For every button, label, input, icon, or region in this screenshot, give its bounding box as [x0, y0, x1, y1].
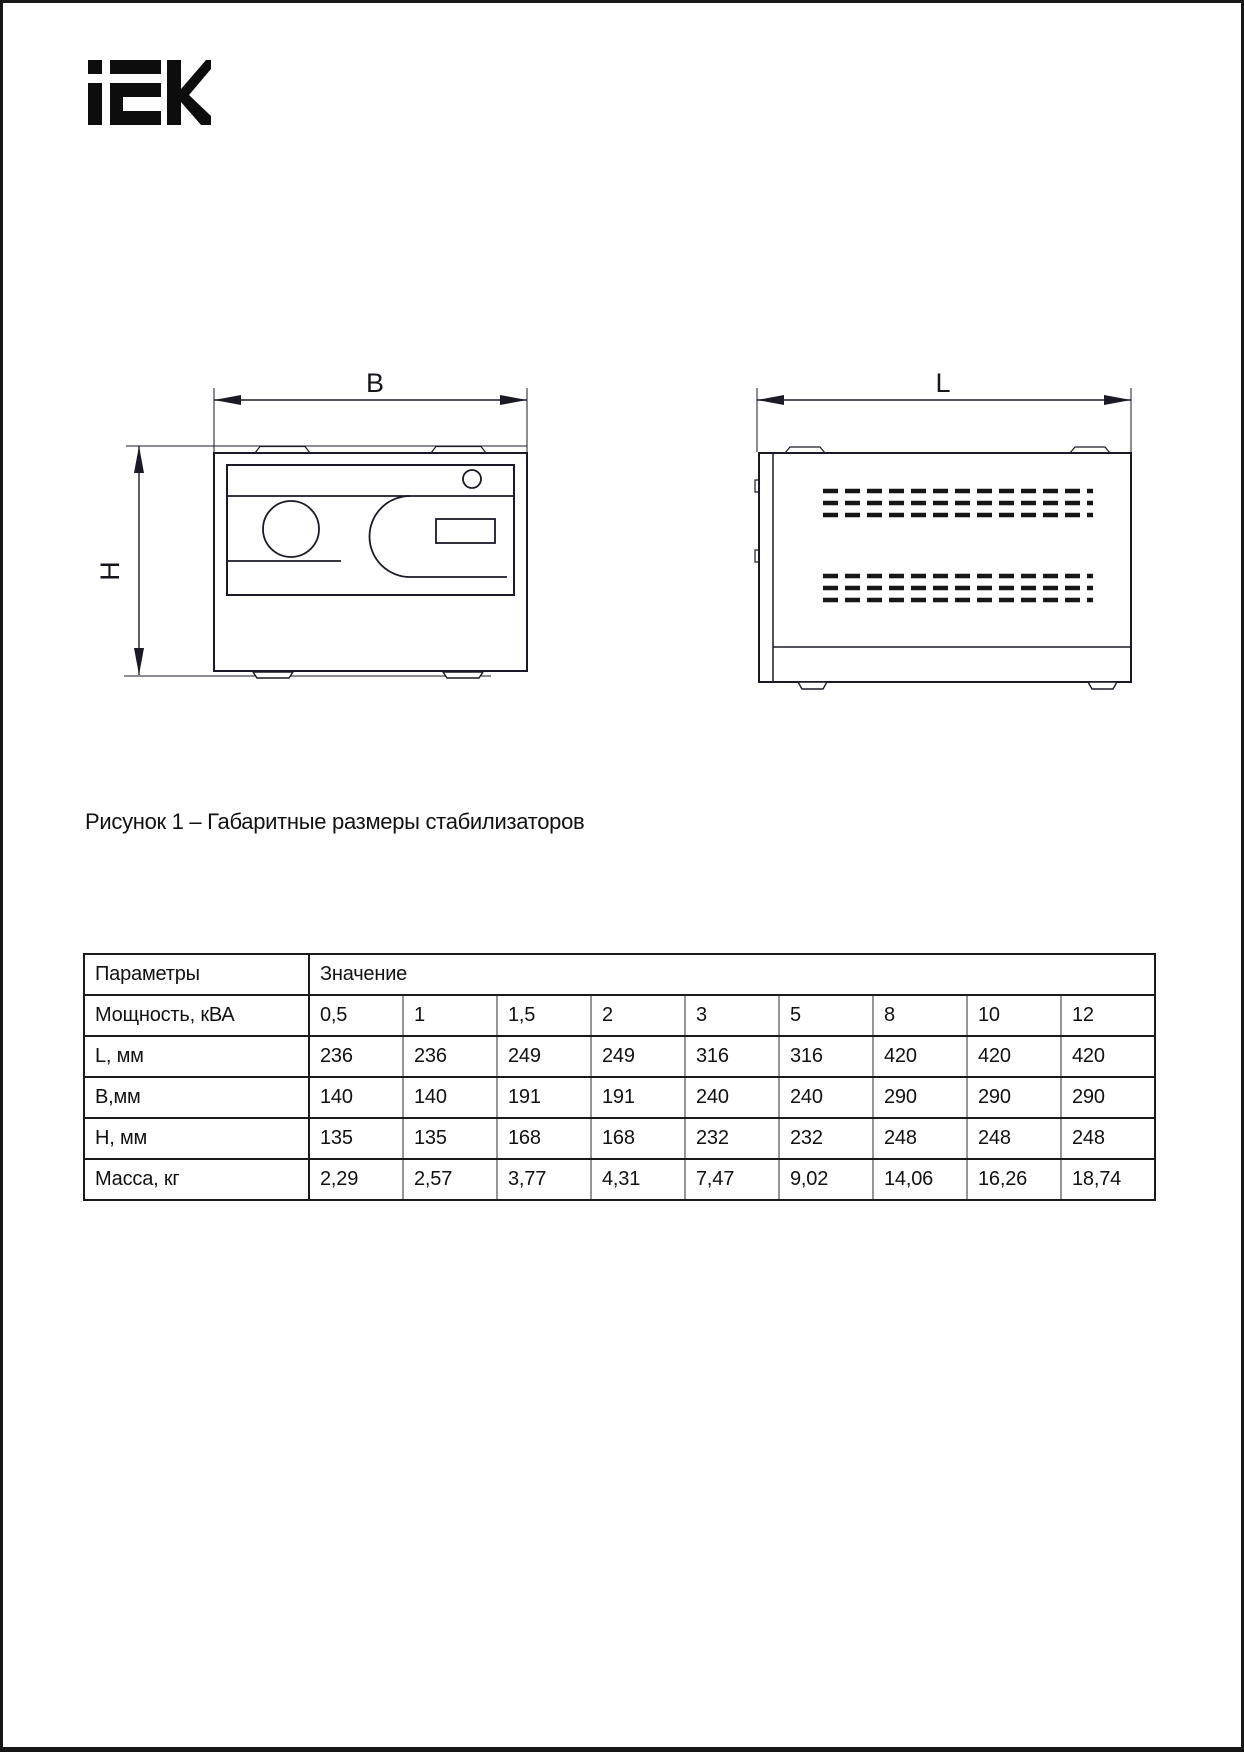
value-cell: 168 — [497, 1118, 591, 1159]
value-cell: 135 — [309, 1118, 403, 1159]
value-cell: 3,77 — [497, 1159, 591, 1200]
vent-slots — [823, 491, 1093, 600]
value-cell: 248 — [1061, 1118, 1155, 1159]
value-cell: 1 — [403, 995, 497, 1036]
table-row — [84, 1036, 1155, 1077]
dimension-label-L: L — [935, 368, 951, 398]
arrowhead-down-icon — [134, 648, 144, 675]
arrowhead-left-icon — [757, 395, 784, 405]
value-cell: 1,5 — [497, 995, 591, 1036]
value-cell: 420 — [873, 1036, 967, 1077]
value-cell: 12 — [1061, 995, 1155, 1036]
value-cell: 8 — [873, 995, 967, 1036]
value-cell: 10 — [967, 995, 1061, 1036]
control-knob — [263, 501, 319, 557]
side-view-drawing — [743, 328, 1163, 693]
arrowhead-left-icon — [214, 395, 241, 405]
arrowhead-right-icon — [500, 395, 527, 405]
value-cell: 0,5 — [309, 995, 403, 1036]
value-cell: 420 — [1061, 1036, 1155, 1077]
value-cell: 240 — [779, 1077, 873, 1118]
value-cell: 290 — [873, 1077, 967, 1118]
row-label: Н, мм — [84, 1118, 309, 1159]
foot-right — [443, 672, 483, 678]
value-cell: 3 — [685, 995, 779, 1036]
figure-caption: Рисунок 1 – Габаритные размеры стабилизаторов — [85, 809, 585, 834]
value-cell: 191 — [497, 1077, 591, 1118]
dimension-label-H: H — [95, 561, 125, 581]
value-cell: 249 — [497, 1036, 591, 1077]
enclosure-front — [214, 453, 527, 671]
value-cell: 2 — [591, 995, 685, 1036]
header-parameters: Параметры — [84, 954, 309, 995]
table-row — [84, 1118, 1155, 1159]
dimensions-table — [83, 953, 1156, 1201]
value-cell: 140 — [309, 1077, 403, 1118]
row-label: L, мм — [84, 1036, 309, 1077]
value-cell: 168 — [591, 1118, 685, 1159]
iek-logo-glyphs — [88, 60, 211, 125]
value-cell: 236 — [403, 1036, 497, 1077]
table-row — [84, 1159, 1155, 1200]
value-cell: 16,26 — [967, 1159, 1061, 1200]
row-label: Масса, кг — [84, 1159, 309, 1200]
value-cell: 18,74 — [1061, 1159, 1155, 1200]
meter-recess-arc — [370, 496, 411, 577]
value-cell: 2,57 — [403, 1159, 497, 1200]
iek-logo — [88, 60, 211, 125]
arrowhead-right-icon — [1104, 395, 1131, 405]
value-cell: 7,47 — [685, 1159, 779, 1200]
value-cell: 135 — [403, 1118, 497, 1159]
value-cell: 290 — [1061, 1077, 1155, 1118]
value-cell: 9,02 — [779, 1159, 873, 1200]
value-cell: 5 — [779, 995, 873, 1036]
front-view-drawing — [83, 328, 533, 693]
value-cell: 249 — [591, 1036, 685, 1077]
value-cell: 2,29 — [309, 1159, 403, 1200]
value-cell: 248 — [967, 1118, 1061, 1159]
header-value: Значение — [309, 954, 1155, 995]
foot-left — [253, 672, 293, 678]
value-cell: 191 — [591, 1077, 685, 1118]
value-cell: 14,06 — [873, 1159, 967, 1200]
table-row — [84, 995, 1155, 1036]
foot-right — [1088, 682, 1117, 689]
indicator-lamp — [463, 470, 481, 488]
value-cell: 420 — [967, 1036, 1061, 1077]
arrowhead-up-icon — [134, 446, 144, 473]
value-cell: 232 — [685, 1118, 779, 1159]
display-window — [436, 519, 495, 543]
dimension-label-B: B — [365, 368, 385, 398]
row-label: Мощность, кВА — [84, 995, 309, 1036]
value-cell: 4,31 — [591, 1159, 685, 1200]
foot-left — [798, 682, 827, 689]
value-cell: 248 — [873, 1118, 967, 1159]
value-cell: 316 — [779, 1036, 873, 1077]
value-cell: 316 — [685, 1036, 779, 1077]
row-label: В,мм — [84, 1077, 309, 1118]
value-cell: 232 — [779, 1118, 873, 1159]
value-cell: 236 — [309, 1036, 403, 1077]
value-cell: 240 — [685, 1077, 779, 1118]
table-row — [84, 1077, 1155, 1118]
value-cell: 140 — [403, 1077, 497, 1118]
table-header-row — [84, 954, 1155, 995]
value-cell: 290 — [967, 1077, 1061, 1118]
